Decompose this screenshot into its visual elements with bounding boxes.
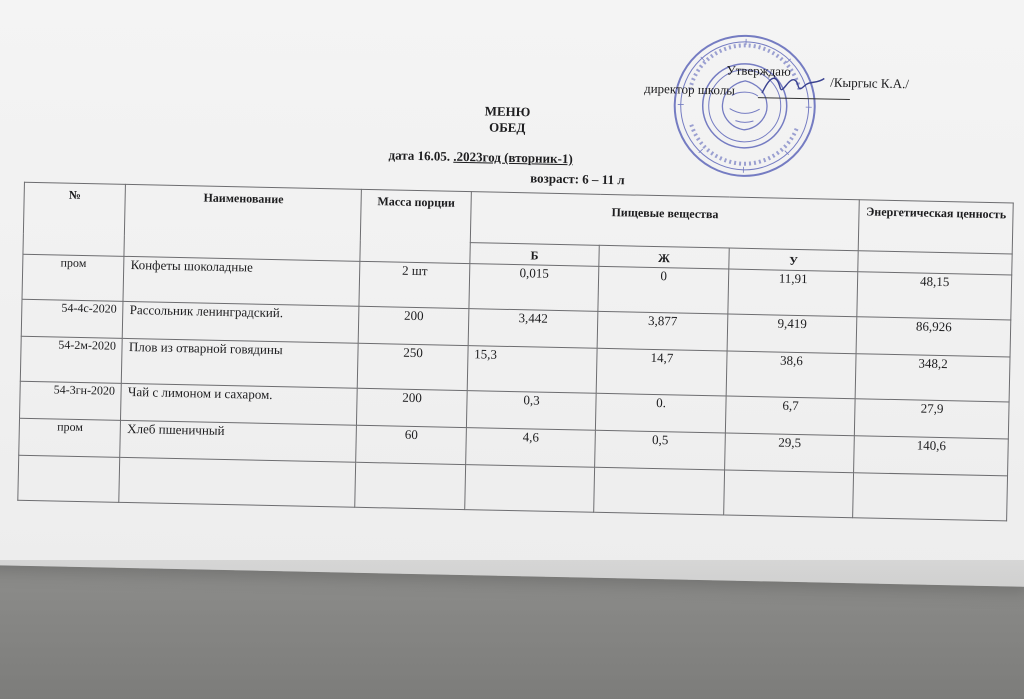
row-code: 54-3гн-2020 [20, 381, 122, 420]
approve-label: Утверждаю [726, 62, 791, 79]
header-name: Наименование [124, 184, 361, 261]
row-energy: 27,9 [855, 399, 1009, 439]
position-label: директор школы [643, 80, 736, 98]
date-underlined: .2023год (вторник-1) [453, 148, 573, 167]
row-u: 11,91 [728, 269, 858, 317]
row-name: Рассольник ленинградский. [123, 301, 360, 343]
row-b: 15,3 [467, 346, 597, 394]
row-zh: 14,7 [596, 348, 726, 396]
row-name: Конфеты шоколадные [123, 256, 360, 306]
row-mass: 250 [358, 343, 468, 390]
date-line [388, 147, 572, 167]
row-energy: 348,2 [855, 354, 1010, 402]
menu-title [447, 103, 568, 138]
age-line: возраст: 6 – 11 л [530, 170, 625, 188]
row-mass: 200 [359, 306, 469, 345]
empty-cell [18, 455, 120, 502]
row-u: 9,419 [727, 314, 857, 354]
document-content [8, 0, 1020, 586]
row-b: 3,442 [468, 309, 598, 349]
menu-table [17, 182, 1013, 522]
row-code: пром [19, 418, 121, 457]
empty-cell [853, 473, 1008, 521]
row-code: 54-2м-2020 [20, 336, 122, 383]
row-b: 4,6 [465, 428, 595, 468]
desk-surface [0, 560, 1024, 699]
row-energy: 140,6 [854, 436, 1008, 476]
row-name: Плов из отварной говядины [122, 338, 359, 388]
row-zh: 0. [596, 393, 726, 433]
row-mass: 200 [357, 388, 467, 427]
header-u: У [729, 248, 859, 272]
row-b: 0,015 [469, 264, 599, 312]
approval-block [643, 62, 1013, 119]
header-energy: Энергетическая ценность [859, 200, 1014, 254]
date-prefix: дата 16.05. [388, 147, 454, 164]
menu-title-line2: ОБЕД [488, 119, 526, 136]
row-name: Чай с лимоном и сахаром. [121, 383, 358, 425]
row-mass: 60 [356, 425, 466, 464]
header-mass: Масса порции [360, 189, 471, 263]
row-energy: 48,15 [857, 272, 1012, 320]
row-code: 54-4с-2020 [21, 299, 123, 338]
row-zh: 0,5 [595, 430, 725, 470]
empty-cell [594, 467, 724, 515]
menu-title-line1: МЕНЮ [484, 103, 531, 120]
empty-cell [119, 457, 356, 507]
empty-cell [723, 470, 853, 518]
empty-cell [464, 465, 594, 513]
header-b: Б [470, 243, 600, 267]
header-zh: Ж [599, 245, 729, 269]
director-name: /Кыргыс К.А./ [830, 74, 910, 92]
row-u: 29,5 [724, 433, 854, 473]
row-zh: 0 [598, 266, 728, 314]
row-name: Хлеб пшеничный [120, 420, 357, 462]
row-zh: 3,877 [597, 311, 727, 351]
row-u: 6,7 [725, 396, 855, 436]
row-code: пром [22, 254, 124, 301]
row-mass: 2 шт [359, 261, 469, 308]
handwritten-signature [758, 69, 829, 100]
row-b: 0,3 [466, 391, 596, 431]
empty-cell [355, 462, 465, 509]
header-num: № [23, 182, 126, 256]
row-u: 38,6 [726, 351, 856, 399]
header-nutrients: Пищевые вещества [470, 192, 860, 251]
row-energy: 86,926 [856, 317, 1010, 357]
